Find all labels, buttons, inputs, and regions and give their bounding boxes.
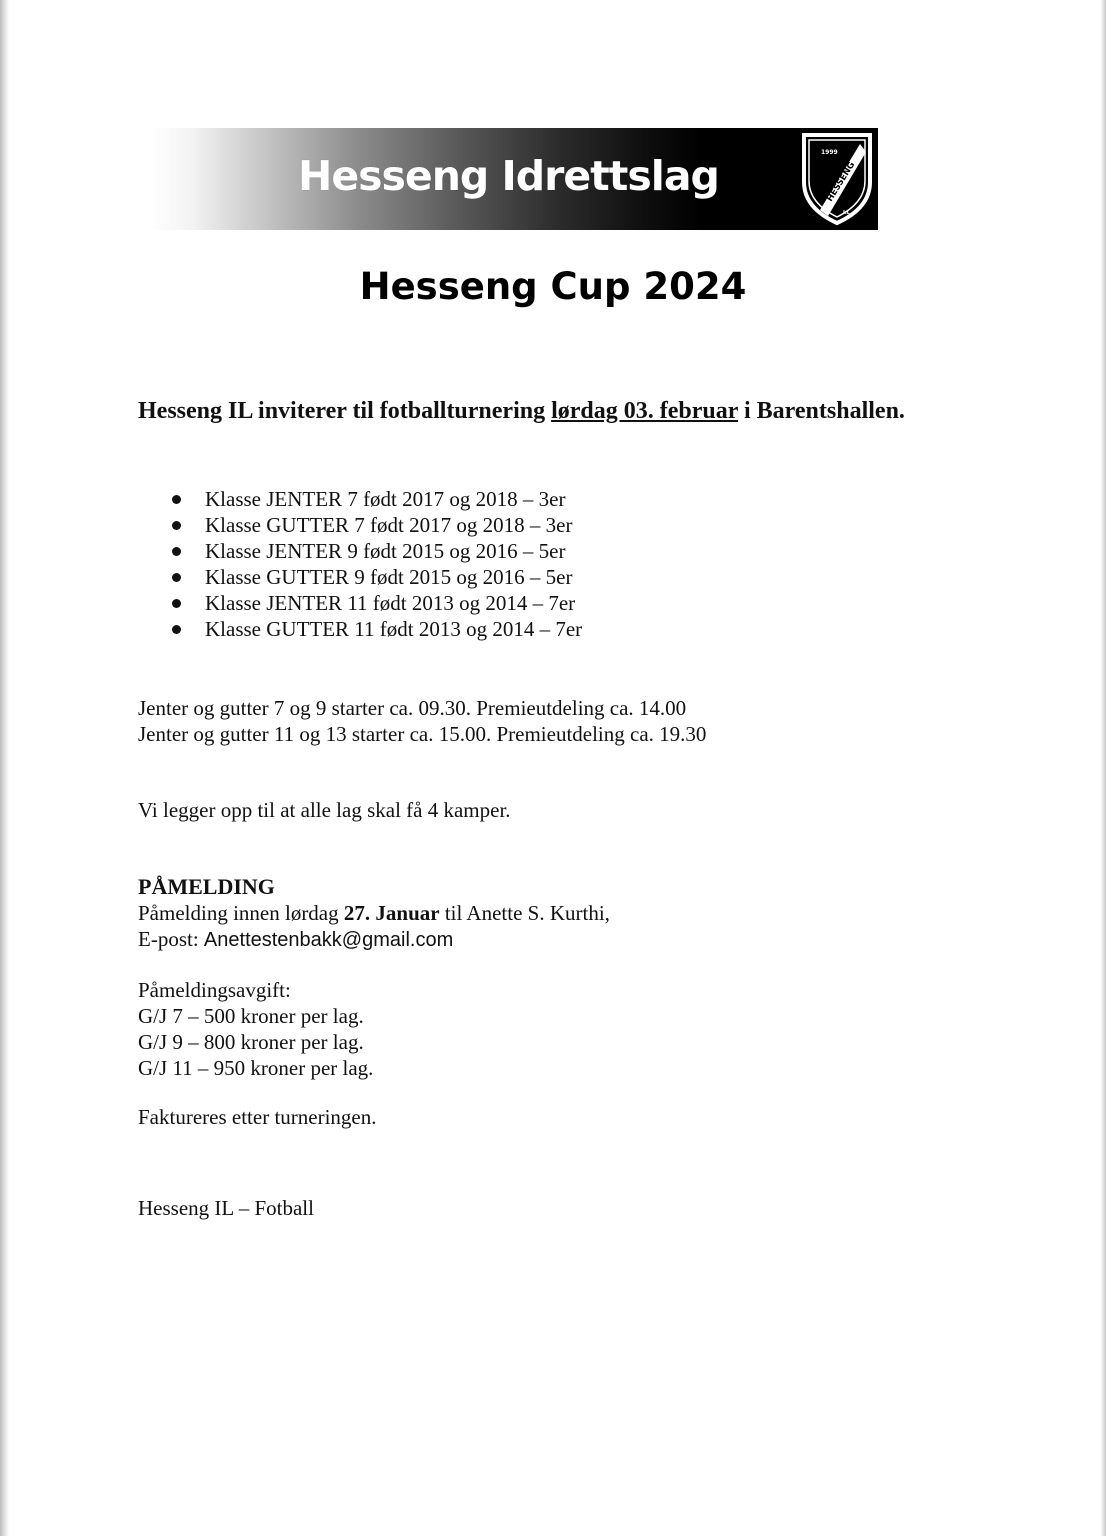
list-item: Klasse GUTTER 7 født 2017 og 2018 – 3er bbox=[138, 512, 582, 538]
schedule bbox=[138, 695, 706, 747]
document-title: Hesseng Cup 2024 bbox=[359, 265, 747, 308]
fee-item: G/J 9 – 800 kroner per lag. bbox=[138, 1030, 364, 1054]
registration-section bbox=[138, 874, 610, 953]
svg-text:1999: 1999 bbox=[821, 149, 838, 156]
invoice-note: Faktureres etter turneringen. bbox=[138, 1105, 377, 1129]
signature: Hesseng IL – Fotball bbox=[138, 1196, 314, 1220]
club-crest-logo bbox=[800, 132, 874, 226]
registration-deadline-date: 27. Januar bbox=[343, 901, 440, 925]
fees-heading: Påmeldingsavgift: bbox=[138, 978, 291, 1002]
invitation-date: lørdag 03. februar bbox=[551, 398, 738, 424]
page-edge-right bbox=[1100, 0, 1106, 1536]
bullet-icon bbox=[172, 599, 181, 608]
bullet-icon bbox=[172, 625, 181, 634]
list-item: Klasse JENTER 7 født 2017 og 2018 – 3er bbox=[138, 486, 582, 512]
bullet-icon bbox=[172, 547, 181, 556]
registration-deadline: Påmelding innen lørdag 27. Januar til Anette S. Kurthi, bbox=[138, 901, 610, 925]
invitation-text-start: Hesseng IL inviterer til fotballturnering bbox=[138, 398, 552, 424]
fee-item: G/J 11 – 950 kroner per lag. bbox=[138, 1056, 374, 1080]
list-item: Klasse JENTER 9 født 2015 og 2016 – 5er bbox=[138, 538, 582, 564]
email-link[interactable]: Anettestenbakk@gmail.com bbox=[203, 929, 454, 951]
header-banner bbox=[150, 128, 878, 230]
registration-email: E-post: Anettestenbakk@gmail.com bbox=[138, 927, 454, 951]
invitation-text-end: i Barentshallen. bbox=[738, 398, 905, 424]
svg-text:I.L.: I.L. bbox=[843, 210, 852, 216]
schedule-line: Jenter og gutter 11 og 13 starter ca. 15.00. Premieutdeling ca. 19.30 bbox=[138, 722, 707, 746]
schedule-line: Jenter og gutter 7 og 9 starter ca. 09.30. Premieutdeling ca. 14.00 bbox=[138, 696, 687, 720]
banner-title: Hesseng Idrettslag bbox=[298, 152, 719, 200]
fees-section bbox=[138, 977, 373, 1081]
fee-item: G/J 7 – 500 kroner per lag. bbox=[138, 1004, 364, 1028]
bullet-icon bbox=[172, 573, 181, 582]
page-edge-left bbox=[0, 0, 9, 1536]
list-item: Klasse JENTER 11 født 2013 og 2014 – 7er bbox=[138, 590, 582, 616]
list-item: Klasse GUTTER 11 født 2013 og 2014 – 7er bbox=[138, 616, 582, 642]
class-list bbox=[138, 486, 582, 642]
bullet-icon bbox=[172, 521, 181, 530]
list-item: Klasse GUTTER 9 født 2015 og 2016 – 5er bbox=[138, 564, 582, 590]
registration-heading: PÅMELDING bbox=[138, 874, 275, 899]
invitation-line bbox=[138, 398, 905, 425]
matches-note: Vi legger opp til at alle lag skal få 4 kamper. bbox=[138, 798, 511, 822]
bullet-icon bbox=[172, 495, 181, 504]
svg-text:HESSENG: HESSENG bbox=[825, 160, 858, 204]
